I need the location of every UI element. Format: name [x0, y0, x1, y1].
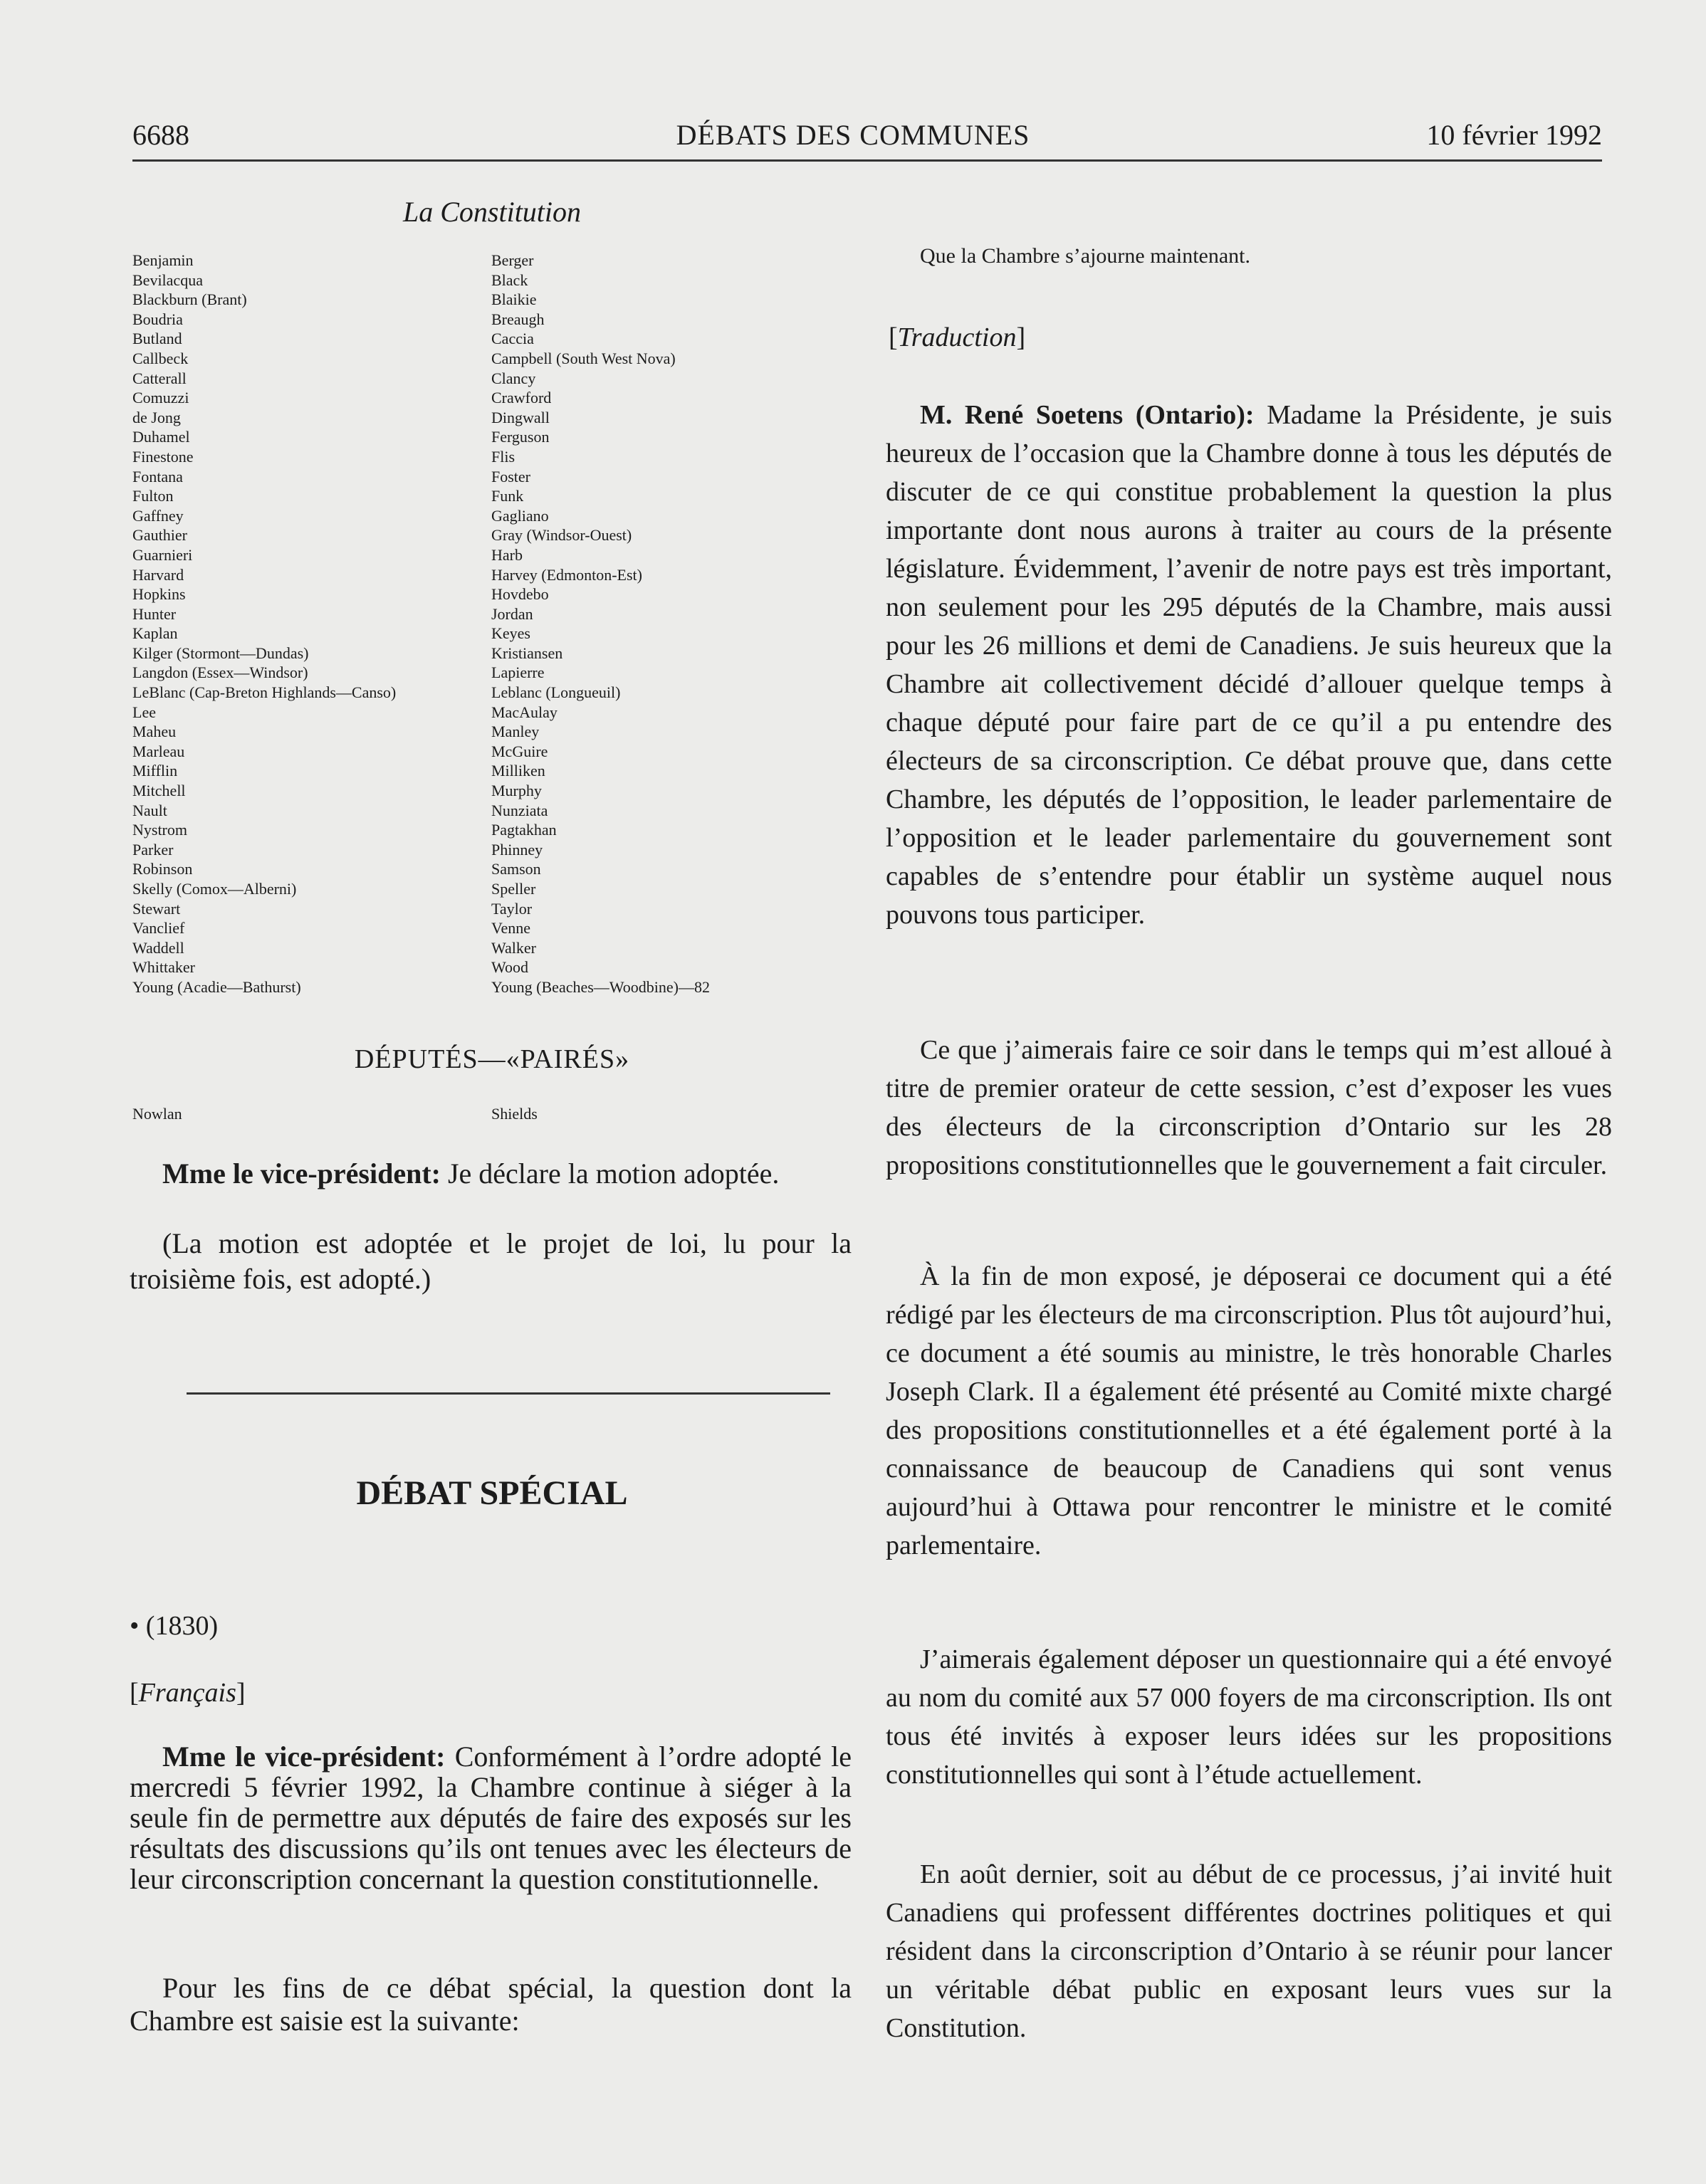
member-name: Parker	[132, 840, 174, 859]
member-name: Pagtakhan	[491, 821, 557, 839]
member-name: Robinson	[132, 860, 193, 878]
member-name: Venne	[491, 919, 530, 938]
member-name: Stewart	[132, 899, 181, 918]
member-name: Finestone	[132, 447, 194, 466]
member-name: MacAulay	[491, 703, 558, 721]
running-header-title: DÉBATS DES COMMUNES	[676, 119, 1030, 151]
member-name: Gaffney	[132, 506, 184, 525]
debate-title: DÉBAT SPÉCIAL	[356, 1474, 628, 1512]
member-name: Hovdebo	[491, 585, 549, 604]
speaker-name: Mme le vice-président:	[162, 1157, 441, 1190]
member-name: Comuzzi	[132, 389, 189, 407]
member-name: Blackburn (Brant)	[132, 290, 247, 309]
member-name: Ferguson	[491, 428, 550, 446]
member-name: Campbell (South West Nova)	[491, 349, 676, 367]
member-name: Maheu	[132, 723, 177, 741]
member-name: Fontana	[132, 467, 183, 485]
member-name: Gray (Windsor-Ouest)	[491, 526, 632, 545]
member-name: Lee	[132, 703, 156, 721]
paragraph-special-debate	[130, 1741, 852, 1894]
member-name: Nault	[132, 801, 167, 819]
paragraph-motion-adopted	[130, 1156, 852, 1192]
language-name: Traduction	[897, 322, 1017, 352]
member-name: Kaplan	[132, 624, 178, 643]
member-name: Taylor	[491, 899, 533, 918]
member-name: Vanclief	[132, 919, 185, 938]
member-name: Callbeck	[132, 349, 189, 367]
member-name: Butland	[132, 330, 182, 348]
member-name: Waddell	[132, 938, 184, 957]
member-name: Funk	[491, 487, 524, 505]
member-name: Kristiansen	[491, 644, 563, 662]
member-name: Nunziata	[491, 801, 548, 819]
member-name: Milliken	[491, 762, 545, 780]
paragraph-soetens-4: J’aimerais également déposer un questionnaire qui a été envoyé au nom du comité aux 57 000 foyers de ma circonscription. Ils ont tous été invités à exposer leurs idées sur les propositions constitutionnelles qui sont à l’étude actuellement.	[886, 1644, 1612, 1790]
member-name: LeBlanc (Cap-Breton Highlands—Canso)	[132, 683, 397, 702]
member-name: McGuire	[491, 742, 548, 760]
member-name: Gagliano	[491, 506, 549, 525]
member-name: Nystrom	[132, 821, 187, 839]
paragraph-adoption-note: (La motion est adoptée et le projet de loi, lu pour la troisième fois, est adopté.)	[130, 1227, 852, 1295]
member-name: Catterall	[132, 369, 187, 387]
member-name: Skelly (Comox—Alberni)	[132, 880, 297, 898]
speech-text: Conformément à l’ordre adopté le mercredi 5 février 1992, la Chambre continue à siéger à la seule fin de permettre aux députés de faire des exposés sur les résultats des discussions qu’ils ont tenues avec les électeurs de leur circonscription concernant la question constitutionnelle.	[130, 1741, 852, 1895]
member-name: Gauthier	[132, 526, 187, 545]
paired-member-right: Shields	[491, 1105, 538, 1123]
member-name: Clancy	[491, 369, 536, 387]
member-name: Boudria	[132, 310, 183, 328]
speech-text: Je déclare la motion adoptée.	[440, 1157, 780, 1190]
header-rule	[132, 159, 1602, 162]
member-name: Lapierre	[491, 663, 545, 682]
member-name: Speller	[491, 880, 536, 898]
member-name: Foster	[491, 467, 530, 485]
bracket-open: [	[889, 322, 898, 352]
member-name: Wood	[491, 958, 529, 977]
member-name: Benjamin	[132, 251, 194, 269]
speaker-name: Mme le vice-président:	[162, 1741, 446, 1773]
member-name: Dingwall	[491, 408, 550, 426]
member-name: Hunter	[132, 604, 177, 623]
member-name: Bevilacqua	[132, 271, 203, 289]
member-name: Caccia	[491, 330, 534, 348]
language-tag	[130, 1677, 246, 1708]
member-name: Murphy	[491, 782, 542, 800]
page-number: 6688	[132, 119, 189, 151]
vote-list-left	[132, 251, 396, 997]
paired-member-left: Nowlan	[132, 1105, 182, 1123]
speaker-name: M. René Soetens (Ontario):	[920, 400, 1255, 430]
header-date: 10 février 1992	[1426, 119, 1602, 151]
member-name: Harvard	[132, 565, 184, 584]
member-name: Flis	[491, 447, 516, 466]
member-name: Leblanc (Longueuil)	[491, 683, 621, 702]
member-name: de Jong	[132, 408, 181, 426]
language-name: Français	[138, 1678, 236, 1708]
motion-text: Que la Chambre s’ajourne maintenant.	[920, 244, 1251, 268]
section-title: La Constitution	[402, 196, 582, 228]
paired-title: DÉPUTÉS—«PAIRÉS»	[354, 1044, 630, 1074]
member-name: Young (Beaches—Woodbine)—82	[491, 977, 711, 996]
member-name: Berger	[491, 251, 534, 269]
bracket-open: [	[130, 1678, 139, 1708]
member-name: Marleau	[132, 742, 185, 760]
member-name: Mitchell	[132, 782, 186, 800]
member-name: Duhamel	[132, 428, 190, 446]
bracket-close: ]	[236, 1678, 246, 1708]
member-name: Hopkins	[132, 585, 186, 604]
vote-list-right	[491, 251, 710, 997]
language-tag	[889, 322, 1025, 353]
paragraph-soetens-3: À la fin de mon exposé, je déposerai ce document qui a été rédigé par les électeurs de ma circonscription. Plus tôt aujourd’hui, ce document a été soumis au ministre, le très honorable Charles Joseph Clark. Il a également été présenté au Comité mixte chargé des propositions constitutionnelles et a été également porté à la connaissance de beaucoup de Canadiens qui sont venus aujourd’hui à Ottawa pour rencontrer le ministre et le comité parlementaire.	[886, 1261, 1612, 1560]
paragraph-question: Pour les fins de ce débat spécial, la question dont la Chambre est saisie est la suivante:	[130, 1972, 852, 2037]
member-name: Kilger (Stormont—Dundas)	[132, 644, 309, 662]
member-name: Young (Acadie—Bathurst)	[132, 977, 301, 996]
member-name: Langdon (Essex—Windsor)	[132, 663, 308, 682]
bracket-close: ]	[1016, 322, 1026, 352]
paragraph-soetens-5: En août dernier, soit au début de ce processus, j’ai invité huit Canadiens qui professent différentes doctrines politiques et qui résident dans la circonscription d’Ontario à se réunir pour lancer un véritable débat public en exposant leurs vues sur la Constitution.	[886, 1859, 1612, 2043]
member-name: Mifflin	[132, 762, 178, 780]
member-name: Keyes	[491, 624, 530, 643]
member-name: Jordan	[491, 604, 533, 623]
member-name: Whittaker	[132, 958, 195, 977]
member-name: Black	[491, 271, 528, 289]
member-name: Crawford	[491, 389, 552, 407]
paragraph-soetens-1	[886, 396, 1612, 934]
member-name: Manley	[491, 723, 540, 741]
member-name: Walker	[491, 938, 536, 957]
member-name: Harvey (Edmonton-Est)	[491, 565, 642, 584]
member-name: Fulton	[132, 487, 174, 505]
member-name: Blaikie	[491, 290, 537, 309]
member-name: Samson	[491, 860, 541, 878]
paragraph-soetens-2: Ce que j’aimerais faire ce soir dans le temps qui m’est alloué à titre de premier orateur de cette session, c’est d’exposer les vues des électeurs de la circonscription d’Ontario sur les 28 propositions constitutionnelles que le gouvernement a fait circuler.	[886, 1035, 1612, 1180]
speech-text: Madame la Présidente, je suis heureux de l’occasion que la Chambre donne à tous les députés de discuter de ce qui constitue probablement la question la plus importante dont nous aurons à traiter au cours de la présente législature. Évidemment, l’avenir de notre pays est très important, non seulement pour les 295 députés de la Chambre, mais aussi pour les 26 millions et demi de Canadiens. Je suis heureux que la Chambre ait collectivement décidé d’allouer quelque temps à chaque député pour faire part de ce qu’il a pu entendre des électeurs de sa circonscription. Ce débat prouve que, dans cette Chambre, les députés de l’opposition, le leader parlementaire de l’opposition et le leader parlementaire du gouvernement sont capables de s’entendre pour établir un système auquel nous pouvons tous participer.	[886, 400, 1612, 930]
member-name: Breaugh	[491, 310, 545, 328]
member-name: Harb	[491, 545, 523, 564]
member-name: Phinney	[491, 840, 543, 859]
member-name: Guarnieri	[132, 545, 193, 564]
section-divider	[187, 1392, 830, 1395]
time-marker: • (1830)	[130, 1611, 219, 1641]
